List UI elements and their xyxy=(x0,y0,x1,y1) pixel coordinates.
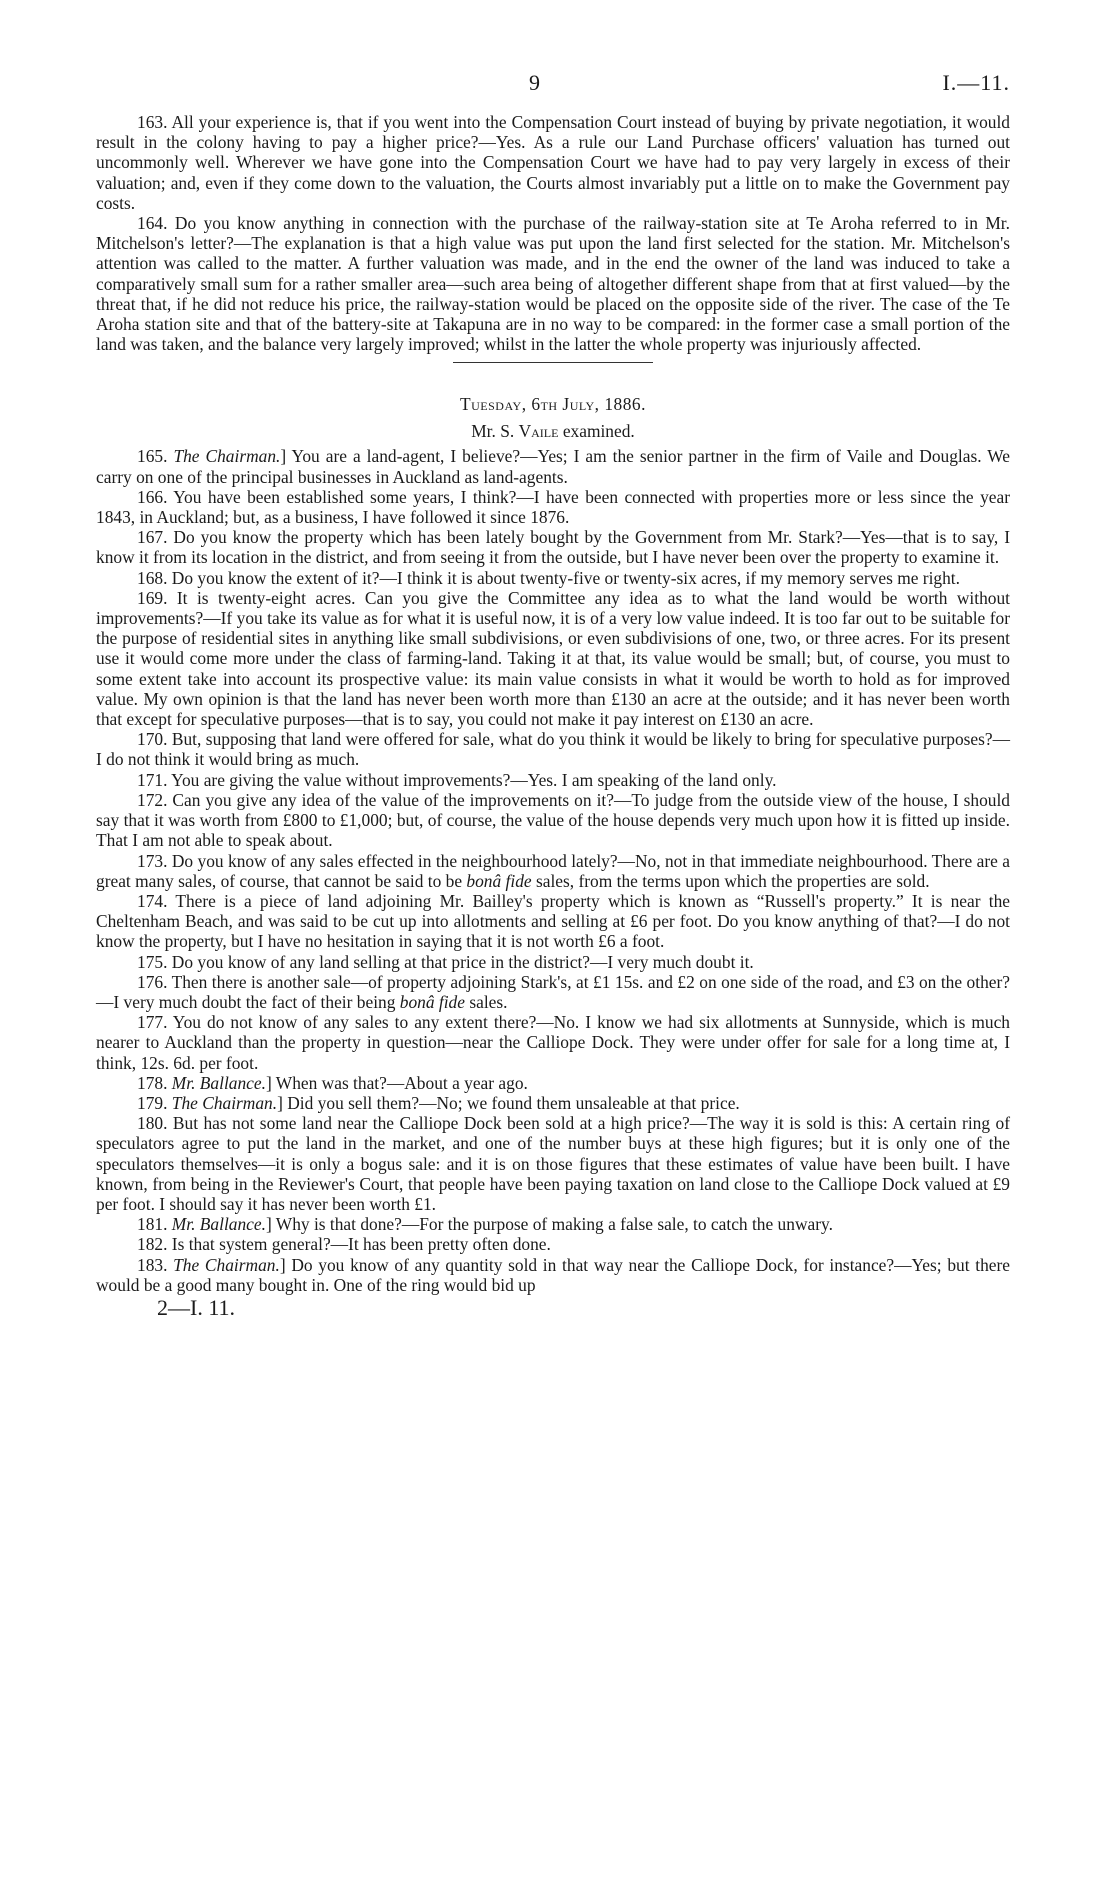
paragraph-163: 163. All your experience is, that if you went into the Compensation Court instead of buying by private negotiation, it would result in the colony having to pay a higher price?—Yes. As a rule our Land Purchase officers' valuation has turned out uncommonly well. Wherever we have gone into the Compensation Court we have had to pay very largely in excess of their valuation; and, even if they come down to the valuation, the Courts almost invariably put a little on to make the Government pay costs. xyxy=(96,112,1010,213)
witness-heading xyxy=(96,420,1010,442)
italic-term: bonâ fide xyxy=(466,870,532,891)
paragraph-176 xyxy=(96,972,1010,1012)
question-number: 181. xyxy=(137,1214,172,1235)
question-text: ] Did you sell them?—No; we found them unsaleable at that price. xyxy=(277,1092,740,1113)
paragraph-181 xyxy=(96,1214,1010,1234)
paragraph-167: 167. Do you know the property which has been lately bought by the Government from Mr. Stark?—Yes—that is to say, I know it from its location in the district, and from seeing it from the outside, but I have never been over the property to examine it. xyxy=(96,527,1010,568)
question-text: ] When was that?—About a year ago. xyxy=(265,1072,528,1093)
document-reference: I.—11. xyxy=(942,70,1010,95)
paragraph-164: 164. Do you know anything in connection with the purchase of the railway-station site at Te Aroha referred to in Mr. Mitchelson's letter?—The explanation is that a high value was put upon the land first selected for the station. Mr. Mitchelson's attention was called to the matter. A further valuation was made, and in the end the owner of the land was induced to take a comparatively small sum for a rather smaller area—such area being of altogether different shape from that at first valued—by the threat that, if he did not reduce his price, the railway-station would be placed on the opposite side of the river. The case of the Te Aroha station site and that of the battery-site at Takapuna are in no way to be compared: in the former case a small portion of the land was taken, and the balance very largely improved; whilst in the latter the whole property was injuriously affected. xyxy=(96,213,1010,355)
paragraph-166: 166. You have been established some years, I think?—I have been connected with properties more or less since the year 1843, in Auckland; but, as a business, I have followed it since 1876. xyxy=(96,486,1010,528)
paragraph-175: 175. Do you know of any land selling at that price in the district?—I very much doubt it. xyxy=(137,951,754,972)
question-text-end: sales, from the terms upon which the properties are sold. xyxy=(531,870,930,891)
page-number: 9 xyxy=(529,70,540,95)
paragraph-174: 174. There is a piece of land adjoining Mr. Bailley's property which is known as “Russell's property.” It is near the Cheltenham Beach, and was said to be cut up into allotments and selling at £6 per foot. Do you know anything of that?—I do not know the property, but I have no hesitation in saying that it is not worth £6 a foot. xyxy=(96,890,1010,952)
question-text: ] Why is that done?—For the purpose of making a false sale, to catch the unwary. xyxy=(265,1214,833,1235)
paragraph-182: 182. Is that system general?—It has been pretty often done. xyxy=(137,1234,551,1255)
paragraph-172: 172. Can you give any idea of the value of the improvements on it?—To judge from the outside view of the house, I should say that it was worth from £800 to £1,000; but, of course, the value of the house depends very much upon how it is fitted up inside. That I am not able to speak about. xyxy=(96,789,1010,851)
speaker: Mr. Ballance. xyxy=(171,1072,266,1093)
paragraph-170: 170. But, supposing that land were offered for sale, what do you think it would be likely to bring for speculative purposes?—I do not think it would bring as much. xyxy=(96,729,1010,770)
paragraph-180: 180. But has not some land near the Calliope Dock been sold at a high price?—The way it is sold is this: A certain ring of speculators agree to put the land in the market, and one of the number buys at these high figures; but it is only one of the speculators themselves—it is only a bogus sale: and it is on those figures that these estimates of value have been built. I have known, from being in the Reviewer's Court, that people have been paying taxation on land close to the Calliope Dock valued at £9 per foot. I should say it has never been worth £1. xyxy=(96,1113,1010,1214)
speaker: Mr. Ballance. xyxy=(171,1214,266,1235)
paragraph-173 xyxy=(96,851,1010,891)
question-text: 173. Do you know of any sales effected in the neighbourhood lately?—No, not in that immediate neighbourhood. There are a great many sales, of course, that cannot be said to be xyxy=(96,850,1010,891)
witness-prefix: Mr. S. xyxy=(471,421,519,442)
question-text-end: sales. xyxy=(464,991,508,1012)
witness-name: Vaile xyxy=(518,421,559,442)
section-divider xyxy=(453,362,653,363)
question-number: 178. xyxy=(137,1072,172,1093)
session-date-text: Tuesday, 6th July, 1886. xyxy=(460,394,646,415)
paragraph-169: 169. It is twenty-eight acres. Can you give the Committee any idea as to what the land would be worth without improvements?—If you take its value as for what it is useful now, it is of a very low value indeed. It is too far out to be suitable for the purpose of residential sites in anything like small subdivisions, or even subdivisions of one, two, or three acres. For its present use it would come more under the class of farming-land. Taking it at that, its value would be small; but, of course, you must to some extent take into account its prospective value: its main value consists in what it would be worth to hold as for improved value. My own opinion is that the land has never been worth more than £130 an acre at the outside; and it has never been worth that except for speculative purposes—that is to say, you could not make it pay interest on £130 an acre. xyxy=(96,587,1010,730)
question-text: 176. Then there is another sale—of property adjoining Stark's, at £1 15s. and £2 on one side of the road, and £3 on the other?—I very much doubt the fact of their being xyxy=(96,971,1010,1012)
witness-suffix: examined. xyxy=(558,421,635,442)
signature-mark: 2—I. 11. xyxy=(157,1294,236,1320)
paragraph-168: 168. Do you know the extent of it?—I think it is about twenty-five or twenty-six acres, if my memory serves me right. xyxy=(137,567,960,588)
paragraph-177: 177. You do not know of any sales to any extent there?—No. I know we had six allotments at Sunnyside, which is much nearer to Auckland than the property in question—near the Calliope Dock. They were under offer for sale for a long time at, I think, 12s. 6d. per foot. xyxy=(96,1012,1010,1073)
question-text: ] Do you know of any quantity sold in that way near the Calliope Dock, for instance?—Yes; but there would be a good many bought in. One of the ring would bid up xyxy=(96,1254,1011,1295)
question-number: 179. xyxy=(137,1092,172,1113)
speaker: The Chairman. xyxy=(173,446,281,467)
paragraph-183 xyxy=(96,1255,1010,1295)
question-number: 165. xyxy=(137,446,174,467)
speaker: The Chairman. xyxy=(173,1254,280,1275)
paragraph-171: 171. You are giving the value without improvements?—Yes. I am speaking of the land only. xyxy=(137,769,777,790)
question-text: ] You are a land-agent, I believe?—Yes; I am the senior partner in the firm of Vaile and Douglas. We carry on one of the principal businesses in Auckland as land-agents. xyxy=(96,446,1011,487)
paragraph-165 xyxy=(96,446,1010,486)
italic-term: bonâ fide xyxy=(399,991,465,1012)
paragraph-179 xyxy=(96,1093,1010,1113)
document-page xyxy=(96,0,1010,1321)
paragraph-178 xyxy=(96,1073,1010,1093)
session-date xyxy=(96,393,1010,415)
question-number: 183. xyxy=(137,1254,174,1275)
page-header xyxy=(96,0,1010,112)
speaker: The Chairman. xyxy=(171,1092,278,1113)
